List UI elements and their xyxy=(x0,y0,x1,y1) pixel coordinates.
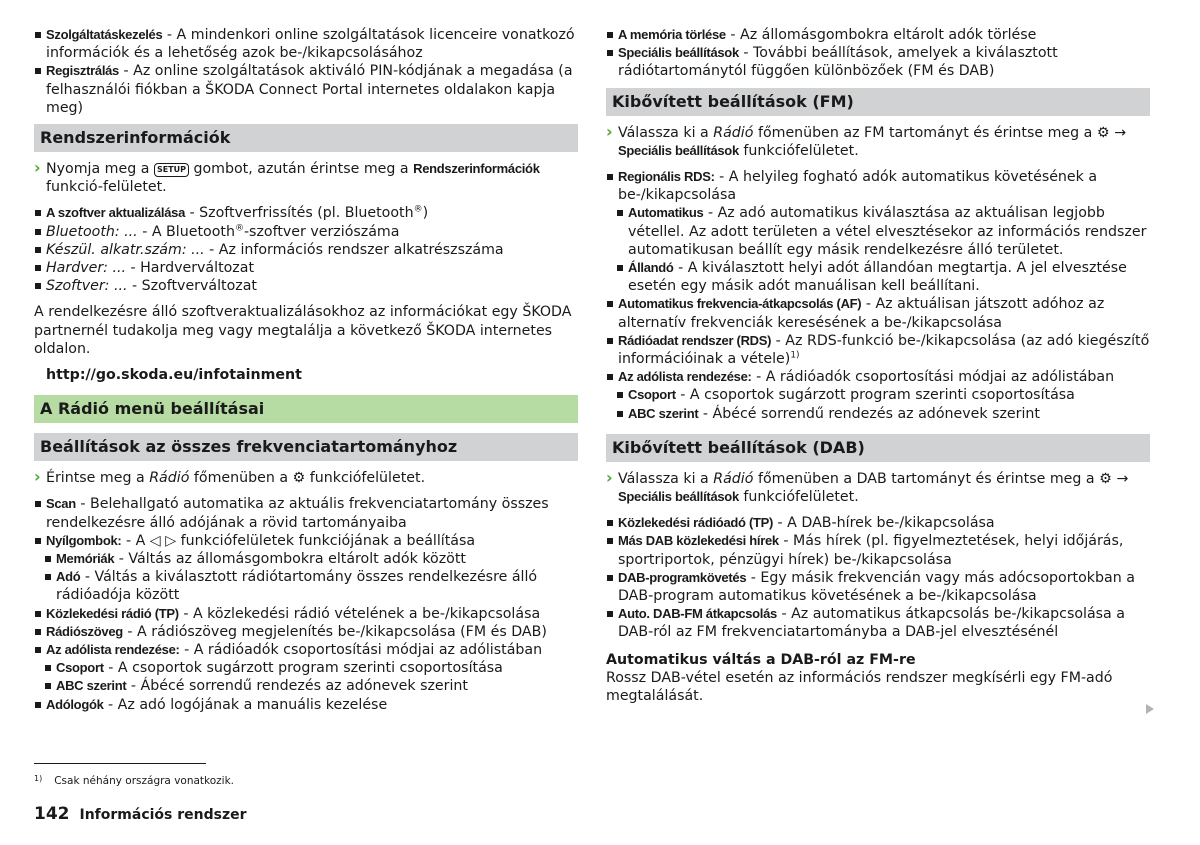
subsection-title: Automatikus váltás a DAB-ról az FM-re xyxy=(606,651,916,668)
instruction-step: › Válassza ki a Rádió főmenüben az FM tartományt és érintse meg a ⚙ → Speciális beállítások funkciófelületet. xyxy=(606,121,1126,159)
list-item: Adólogók - Az adó logójának a manuális kezelése xyxy=(34,696,578,714)
footnote: $^{1)}$ Csak néhány országra vonatkozik. xyxy=(34,774,235,787)
step-arrow-icon: › xyxy=(34,467,41,487)
list-item: Regisztrálás - Az online szolgáltatások aktiváló PIN-kódjának a megadása (a felhasználói fiókban a ŠKODA Connect Portal internetes oldalakon kapja meg) xyxy=(34,62,578,117)
list-item: Rádióadat rendszer (RDS) - Az RDS-funkció be-/kikapcsolása (az adó kiegészítő információinak a vétele)$^{1)}$ xyxy=(606,332,1150,368)
system-info-list xyxy=(34,204,578,295)
list-item: Szolgáltatáskezelés - A mindenkori online szolgáltatások licenceire vonatkozó információk és a lehetőség azok be-/kikapcsolásához xyxy=(34,26,578,62)
instruction-step: › Érintse meg a Rádió főmenüben a ⚙ funkciófelületet. xyxy=(34,467,426,487)
body-paragraph: A rendelkezésre álló szoftveraktualizálásokhoz az információkat egy ŠKODA partnernél tudakolja meg vagy megtalálja a következő ŠKODA internetes oldalon. xyxy=(34,304,572,357)
list-item: ABC szerint - Ábécé sorrendű rendezés az adónevek szerint xyxy=(616,405,1150,423)
footnote-divider xyxy=(34,763,206,764)
section-heading-radio-menu: A Rádió menü beállításai xyxy=(34,395,578,423)
list-item: Közlekedési rádióadó (TP) - A DAB-hírek be-/kikapcsolása xyxy=(606,514,1150,532)
list-item: ABC szerint - Ábécé sorrendű rendezés az adónevek szerint xyxy=(44,677,578,695)
instruction-step: › Válassza ki a Rádió főmenüben a DAB tartományt és érintse meg a ⚙ → Speciális beállítások funkciófelületet. xyxy=(606,467,1129,506)
step-arrow-icon: › xyxy=(606,467,613,487)
list-item: Nyílgombok: - A ◁ ▷ funkciófelületek funkciójának a beállítása xyxy=(34,532,578,550)
list-item: Csoport - A csoportok sugárzott program szerinti csoportosítása xyxy=(616,386,1150,404)
section-heading-all-bands: Beállítások az összes frekvenciatartományhoz xyxy=(34,433,578,461)
list-item: Csoport - A csoportok sugárzott program szerinti csoportosítása xyxy=(44,659,578,677)
continue-arrow-icon xyxy=(1146,704,1154,714)
left-column xyxy=(34,26,578,714)
list-item: Scan - Belehallgató automatika az aktuális frekvenciatartomány összes rendelkezésre álló adójának a rövid tartományaiba xyxy=(34,495,578,531)
all-bands-settings-list xyxy=(34,495,578,713)
list-item: Az adólista rendezése: - A rádióadók csoportosítási módjai az adólistában xyxy=(606,368,1150,386)
list-item: Memóriák - Váltás az állomásgombokra eltárolt adók között xyxy=(44,550,578,568)
list-item: Auto. DAB-FM átkapcsolás - Az automatikus átkapcsolás be-/kikapcsolása a DAB-ról az FM frekvenciatartományba a DAB-jel elvesztésénél xyxy=(606,605,1150,641)
body-paragraph: Rossz DAB-vétel esetén az információs rendszer megkísérli egy FM-adó megtalálását. xyxy=(606,669,1113,705)
right-column xyxy=(606,26,1150,705)
list-item: Rádiószöveg - A rádiószöveg megjelenítés be-/kikapcsolása (FM és DAB) xyxy=(34,623,578,641)
fm-settings-list xyxy=(606,168,1150,423)
dab-settings-list xyxy=(606,514,1150,641)
infotainment-link[interactable]: http://go.skoda.eu/infotainment xyxy=(46,367,302,384)
list-item: A memória törlése - Az állomásgombokra eltárolt adók törlése xyxy=(606,26,1150,44)
list-item: Az adólista rendezése: - A rádióadók csoportosítási módjai az adólistában xyxy=(34,641,578,659)
list-item: Speciális beállítások - További beállítások, amelyek a kiválasztott rádiótartománytól függően különbözőek (FM és DAB) xyxy=(606,44,1150,80)
list-item: Bluetooth: ... - A Bluetooth®-szoftver verziószáma xyxy=(34,223,578,241)
list-item: Állandó - A kiválasztott helyi adót állandóan megtartja. A jel elvesztése esetén egy másik adót manuálisan kell beállítani. xyxy=(616,259,1150,295)
list-item: Automatikus frekvencia-átkapcsolás (AF) - Az aktuálisan játszott adóhoz az alternatív frekvenciák keresésének a be-/kikapcsolása xyxy=(606,295,1150,331)
chapter-title: Információs rendszer xyxy=(79,807,247,823)
instruction-step: › Nyomja meg a SETUP gombot, azután érintse meg a Rendszerinformációk funkció-felületet. xyxy=(34,158,540,196)
list-item: Készül. alkatr.szám: ... - Az információs rendszer alkatrészszáma xyxy=(34,241,578,259)
page-footer xyxy=(34,804,247,825)
list-item: A szoftver aktualizálása - Szoftverfrissítés (pl. Bluetooth®) xyxy=(34,204,578,222)
list-item: Regionális RDS: - A helyileg fogható adók automatikus követésének a be-/kikapcsolása xyxy=(606,168,1150,204)
list-item: Más DAB közlekedési hírek - Más hírek (pl. figyelmeztetések, helyi időjárás, sportriportok, pénzügyi hírek) be-/kikapcsolása xyxy=(606,532,1150,568)
step-arrow-icon: › xyxy=(34,158,41,178)
setup-key-icon: SETUP xyxy=(154,163,189,177)
step-arrow-icon: › xyxy=(606,121,613,141)
list-item: Hardver: ... - Hardverváltozat xyxy=(34,259,578,277)
list-item: DAB-programkövetés - Egy másik frekvencián vagy más adócsoportokban a DAB-program automatikus követésének a be-/kikapcsolása xyxy=(606,569,1150,605)
section-heading-dab: Kibővített beállítások (DAB) xyxy=(606,434,1150,462)
list-item: Automatikus - Az adó automatikus kiválasztása az aktuálisan legjobb vétellel. Az adott területen a vétel elvesztésekor az információs rendszer automatikusan beállít egy másik rendelkezésre álló területet. xyxy=(616,204,1150,259)
section-heading-fm: Kibővített beállítások (FM) xyxy=(606,88,1150,116)
list-item: Adó - Váltás a kiválasztott rádiótartomány összes rendelkezésre álló rádióadója között xyxy=(44,568,578,604)
section-heading-system-info: Rendszerinformációk xyxy=(34,124,578,152)
list-item: Szoftver: ... - Szoftverváltozat xyxy=(34,277,578,295)
list-item: Közlekedési rádió (TP) - A közlekedési rádió vételének a be-/kikapcsolása xyxy=(34,605,578,623)
page-number: 142 xyxy=(34,804,70,824)
